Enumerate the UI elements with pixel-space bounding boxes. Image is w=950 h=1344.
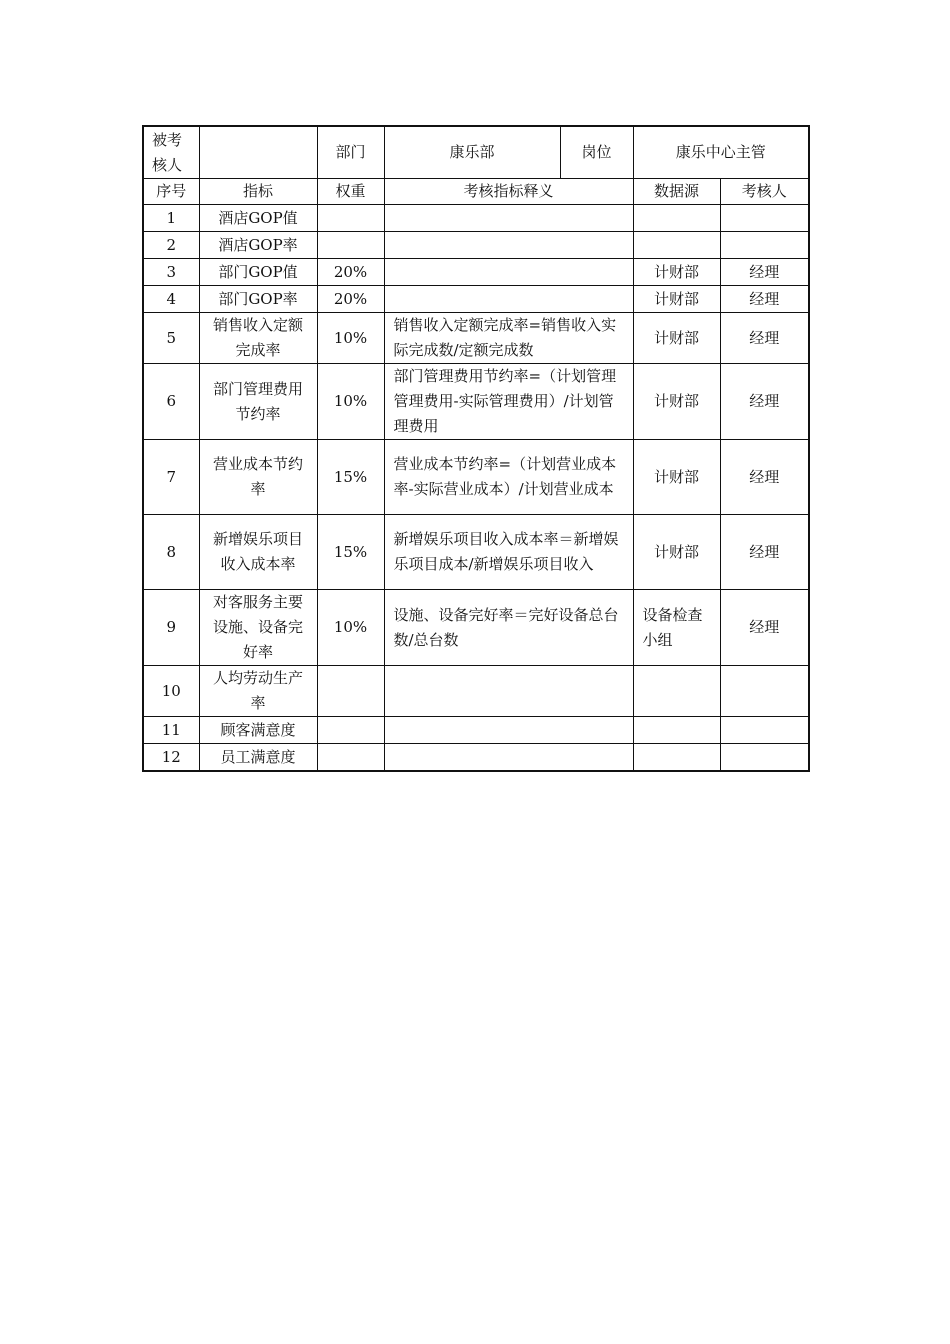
- row-indicator: 新增娱乐项目收入成本率: [199, 515, 317, 590]
- row-no: 12: [143, 744, 199, 772]
- row-definition: 销售收入定额完成率=销售收入实际完成数/定额完成数: [384, 313, 633, 364]
- col-header-indicator: 指标: [199, 179, 317, 205]
- table-row: [143, 232, 809, 259]
- post-value: 康乐中心主管: [633, 126, 809, 179]
- row-definition: [384, 205, 633, 232]
- row-no: 2: [143, 232, 199, 259]
- row-no: 5: [143, 313, 199, 364]
- col-header-weight: 权重: [317, 179, 384, 205]
- row-weight: [317, 205, 384, 232]
- col-header-source: 数据源: [633, 179, 720, 205]
- row-definition: [384, 259, 633, 286]
- row-weight: [317, 717, 384, 744]
- post-label: 岗位: [560, 126, 633, 179]
- table-row: [143, 440, 809, 515]
- row-no: 8: [143, 515, 199, 590]
- row-assessor: 经理: [720, 313, 809, 364]
- row-indicator: 对客服务主要设施、设备完好率: [199, 590, 317, 666]
- header-row: [143, 126, 809, 179]
- row-assessor: [720, 717, 809, 744]
- row-source: 计财部: [633, 440, 720, 515]
- row-weight: 10%: [317, 313, 384, 364]
- row-indicator: 顾客满意度: [199, 717, 317, 744]
- dept-label: 部门: [317, 126, 384, 179]
- row-assessor: 经理: [720, 364, 809, 440]
- row-assessor: [720, 666, 809, 717]
- row-definition: 设施、设备完好率＝完好设备总台数/总台数: [384, 590, 633, 666]
- row-weight: [317, 232, 384, 259]
- row-definition: [384, 232, 633, 259]
- row-assessor: 经理: [720, 286, 809, 313]
- col-header-definition: 考核指标释义: [384, 179, 633, 205]
- col-header-assessor: 考核人: [720, 179, 809, 205]
- column-header-row: [143, 179, 809, 205]
- table-row: [143, 515, 809, 590]
- row-weight: [317, 666, 384, 717]
- row-source: 计财部: [633, 364, 720, 440]
- table-row: [143, 744, 809, 772]
- row-weight: [317, 744, 384, 772]
- table-row: [143, 259, 809, 286]
- row-no: 4: [143, 286, 199, 313]
- row-no: 10: [143, 666, 199, 717]
- row-weight: 10%: [317, 590, 384, 666]
- row-source: [633, 666, 720, 717]
- row-no: 1: [143, 205, 199, 232]
- table-row: [143, 364, 809, 440]
- table-row: [143, 666, 809, 717]
- row-weight: 20%: [317, 286, 384, 313]
- row-indicator: 部门管理费用节约率: [199, 364, 317, 440]
- subject-label: 被考核人: [143, 126, 199, 179]
- row-weight: 15%: [317, 515, 384, 590]
- dept-value: 康乐部: [384, 126, 560, 179]
- row-indicator: 酒店GOP值: [199, 205, 317, 232]
- row-source: 设备检查小组: [633, 590, 720, 666]
- row-indicator: 销售收入定额完成率: [199, 313, 317, 364]
- col-header-no: 序号: [143, 179, 199, 205]
- row-no: 6: [143, 364, 199, 440]
- row-definition: [384, 286, 633, 313]
- row-assessor: 经理: [720, 515, 809, 590]
- row-weight: 10%: [317, 364, 384, 440]
- table-row: [143, 717, 809, 744]
- row-weight: 15%: [317, 440, 384, 515]
- row-indicator: 部门GOP率: [199, 286, 317, 313]
- row-assessor: [720, 232, 809, 259]
- row-no: 7: [143, 440, 199, 515]
- row-source: [633, 744, 720, 772]
- row-assessor: 经理: [720, 259, 809, 286]
- row-weight: 20%: [317, 259, 384, 286]
- table-row: [143, 286, 809, 313]
- row-indicator: 酒店GOP率: [199, 232, 317, 259]
- kpi-assessment-table: [142, 125, 810, 772]
- row-definition: [384, 744, 633, 772]
- row-source: [633, 232, 720, 259]
- row-assessor: [720, 205, 809, 232]
- row-definition: [384, 666, 633, 717]
- table-row: [143, 590, 809, 666]
- row-indicator: 员工满意度: [199, 744, 317, 772]
- row-source: 计财部: [633, 286, 720, 313]
- table-row: [143, 313, 809, 364]
- row-no: 3: [143, 259, 199, 286]
- row-indicator: 人均劳动生产率: [199, 666, 317, 717]
- row-assessor: [720, 744, 809, 772]
- row-indicator: 部门GOP值: [199, 259, 317, 286]
- subject-value: [199, 126, 317, 179]
- row-assessor: 经理: [720, 440, 809, 515]
- row-source: [633, 717, 720, 744]
- row-source: 计财部: [633, 313, 720, 364]
- row-source: 计财部: [633, 515, 720, 590]
- row-indicator: 营业成本节约率: [199, 440, 317, 515]
- row-definition: 营业成本节约率=（计划营业成本率-实际营业成本）/计划营业成本: [384, 440, 633, 515]
- row-no: 11: [143, 717, 199, 744]
- row-source: [633, 205, 720, 232]
- row-no: 9: [143, 590, 199, 666]
- row-assessor: 经理: [720, 590, 809, 666]
- table-row: [143, 205, 809, 232]
- row-definition: 部门管理费用节约率=（计划管理管理费用-实际管理费用）/计划管理费用: [384, 364, 633, 440]
- row-definition: [384, 717, 633, 744]
- row-definition: 新增娱乐项目收入成本率＝新增娱乐项目成本/新增娱乐项目收入: [384, 515, 633, 590]
- row-source: 计财部: [633, 259, 720, 286]
